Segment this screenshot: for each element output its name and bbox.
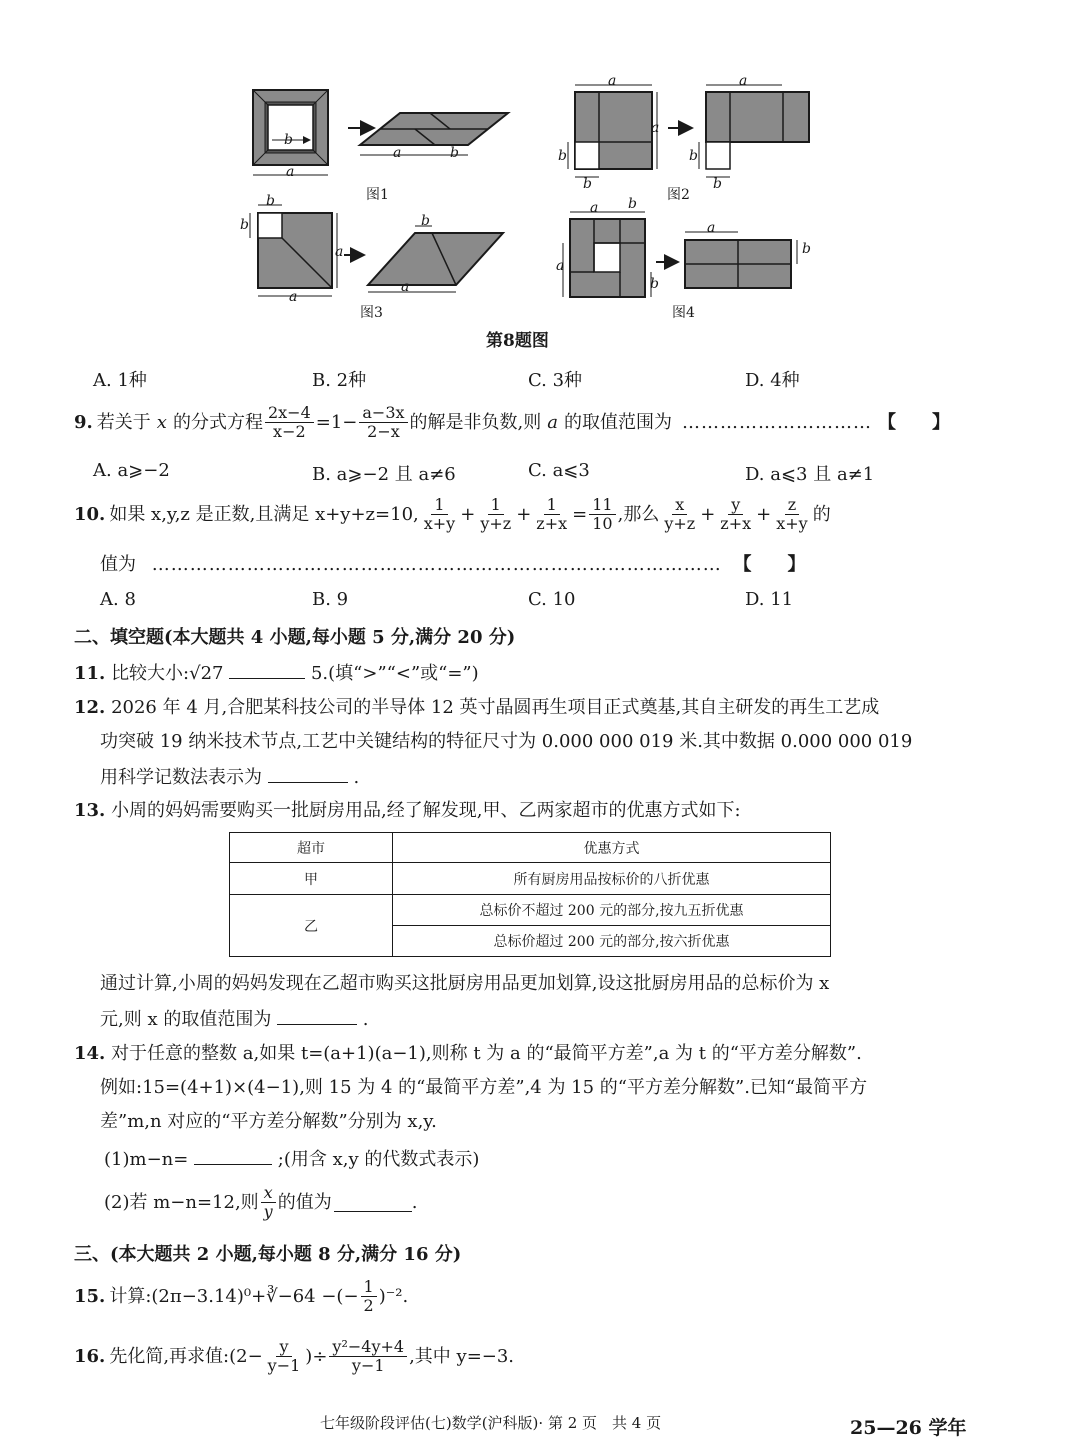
q15-number: 15. [74,1285,106,1307]
q16-text-pre: 先化简,再求值:(2− [109,1345,263,1367]
fig3-label-a-side: a [335,244,344,260]
q15-fraction [361,1278,377,1315]
fig1-label-b2: b [450,145,459,161]
fig3-label-a-bottom: a [289,289,298,305]
fig3-caption: 图3 [360,305,383,321]
q16-div: )÷ [305,1345,328,1367]
q11-text-pre: 比较大小:√27 [111,663,224,684]
q8-option-c: C. 3种 [528,370,583,391]
figure-title: 第8题图 [486,331,549,351]
q9-option-c: C. a⩽3 [528,460,590,481]
q9-frac1-num: 2x−4 [265,404,314,423]
q13-answer-blank[interactable] [277,1006,357,1025]
q10-dots: ……………………………………………………………………………… [151,554,722,575]
q14-line1 [74,1042,862,1066]
q10-f4-den: 10 [592,514,613,533]
q9-var-a: a [547,411,558,433]
q10-option-c: C. 10 [528,589,576,610]
q9-number: 9. [74,411,93,433]
fig4-left [563,212,651,297]
fig2-label-b-bottom2: b [713,176,722,192]
q10-frac-5 [661,496,698,533]
q10-f3-den: z+x [536,514,568,533]
q9-text-end: 的取值范围为 [564,411,672,433]
table-cell-yi-offer-a: 总标价不超过 200 元的部分,按九五折优惠 [393,895,831,926]
q15-text-pre: 计算:(2π−3.14)⁰+∛−64 −(− [109,1285,359,1307]
q14-part2 [104,1184,417,1221]
page-footer: 七年级阶段评估(七)数学(沪科版)· 第 2 页 共 4 页 [320,1414,662,1432]
q10-f1-num: 1 [431,496,447,515]
fig3-label-b-top: b [266,193,275,209]
q10-g3-num: z [785,496,799,515]
fig2-label-a-top2: a [739,73,748,89]
q15-frac-num: 1 [361,1278,377,1297]
q12-number: 12. [74,697,106,718]
q14-number: 14. [74,1043,106,1064]
q9-frac2-num: a−3x [359,404,407,423]
q16-f2-den: y−1 [351,1356,385,1375]
q15-frac-den: 2 [363,1296,374,1315]
q10-g1-den: y+z [664,514,696,533]
fig4-right [685,232,797,288]
section-2-title: 二、填空题(本大题共 4 小题,每小题 5 分,满分 20 分) [74,627,516,648]
fig4-label-a-top: a [590,200,599,216]
q13-line1 [74,799,741,823]
q13-line3-post: . [362,1009,369,1030]
school-year: 25—26 学年 [850,1417,967,1439]
fig4-label-a-side: a [556,258,565,274]
q14-part1 [104,1146,479,1172]
q10-f4-num: 11 [589,496,615,515]
q14-part1-blank[interactable] [194,1146,272,1165]
q10-frac-2 [477,496,514,533]
q9-frac2-den: 2−x [367,422,400,441]
q14-frac-num: x [261,1184,276,1203]
q10-f2-den: y+z [480,514,512,533]
q11-number: 11. [74,663,106,684]
fig1-caption: 图1 [366,187,389,203]
q14-line1-text: 对于任意的整数 a,如果 t=(a+1)(a−1),则称 t 为 a 的“最简平方差”,a 为 t 的“平方差分解数”. [111,1043,862,1064]
fig3-label-b-side: b [240,217,249,233]
q12-line2: 功突破 19 纳米技术节点,工艺中关键结构的特征尺寸为 0.000 000 019 米.其中数据 0.000 000 019 [100,731,913,752]
q9-var-x: x [156,411,167,433]
fig1-label-a: a [286,164,295,180]
q16-number: 16. [74,1345,106,1367]
q10-plus-1: + [460,503,476,525]
q14-line3: 差”m,n 对应的“平方差分解数”分别为 x,y. [100,1111,437,1132]
fig3-label-b-top2: b [421,213,430,229]
q8-option-a: A. 1种 [93,370,147,391]
table-header-supermarket: 超市 [230,833,393,863]
q13-number: 13. [74,800,106,821]
q10-g2-num: y [728,496,743,515]
q16-f2-num: y²−4y+4 [329,1338,407,1357]
q10-number: 10. [74,503,106,525]
fig1-label-b: b [284,132,293,148]
q9-text-mid: 的分式方程 [172,411,263,433]
q15 [74,1278,408,1315]
q11-text-post: 5.(填“>”“<”或“=”) [310,663,479,684]
fig2-left [568,85,660,177]
q8-option-d: D. 4种 [745,370,800,391]
table-cell-jia: 甲 [230,863,393,895]
fig2-right [699,85,809,177]
q15-text-post: )⁻². [378,1285,409,1307]
section-3-title: 三、(本大题共 2 小题,每小题 8 分,满分 16 分) [74,1244,462,1265]
figure-area [0,0,1080,360]
q9-eq: =1− [315,411,358,433]
fig1-parallelogram [360,113,508,155]
q10-option-a: A. 8 [100,589,136,610]
fig4-label-b-side2: b [802,241,811,257]
q16 [74,1338,514,1375]
q10-frac-4 [589,496,615,533]
fig4-label-b-top: b [628,196,637,212]
q11 [74,660,479,686]
q10-option-d: D. 11 [745,589,794,610]
q13-line2: 通过计算,小周的妈妈发现在乙超市购买这批厨房用品更加划算,设这批厨房用品的总标价为 x [100,973,830,994]
q14-part2-fraction [261,1184,276,1221]
fig1-label-a2: a [393,145,402,161]
q14-part1-post: ;(用含 x,y 的代数式表示) [277,1149,480,1170]
fig2-caption: 图2 [667,187,690,203]
q9-answer-bracket[interactable]: 【 】 [878,411,950,433]
q10-plus-4: + [756,503,772,525]
q9-text-pre: 若关于 [96,411,151,433]
q9-fraction-1 [265,404,314,441]
q10-f2-num: 1 [488,496,504,515]
q16-fraction-2 [329,1338,407,1375]
q10-frac-1 [421,496,458,533]
q9-option-a: A. a⩾−2 [93,460,170,481]
fig2-label-a-top: a [608,73,617,89]
q9-option-d: D. a⩽3 且 a≠1 [745,464,875,485]
q10-frac-6 [717,496,754,533]
q13-line1-text: 小周的妈妈需要购买一批厨房用品,经了解发现,甲、乙两家超市的优惠方式如下: [111,800,741,821]
fig4-label-a-top2: a [707,220,716,236]
q8-option-b: B. 2种 [312,370,367,391]
q12-line1-text: 2026 年 4 月,合肥某科技公司的半导体 12 英寸晶圆再生项目正式奠基,其自主研发的再生工艺成 [111,697,880,718]
q12-line3-post: . [353,767,360,788]
fig2-label-b-bottom: b [583,176,592,192]
q10-plus-2: + [516,503,532,525]
q10-frac-3 [533,496,570,533]
q12-line1 [74,696,879,720]
fig3-right [368,226,503,292]
fig4-label-b-side: b [650,276,659,292]
q10-g3-den: x+y [776,514,808,533]
q10-eq: = [572,503,588,525]
q12-line3-pre: 用科学记数法表示为 [100,767,262,788]
q9-dots: ………………………… [682,411,872,433]
q9-fraction-2 [359,404,407,441]
q14-part2-blank[interactable] [334,1193,412,1212]
q14-frac-den: y [263,1202,273,1221]
table-cell-jia-offer: 所有厨房用品按标价的八折优惠 [393,863,831,895]
table-cell-yi-offer-b: 总标价超过 200 元的部分,按六折优惠 [393,926,831,957]
q10-plus-3: + [700,503,716,525]
fig3-label-a-bottom2: a [401,279,410,295]
q10-g1-num: x [672,496,687,515]
figure-drawings [0,0,1080,330]
q9-frac1-den: x−2 [273,422,306,441]
q12-line3 [100,764,359,790]
q14-line2: 例如:15=(4+1)×(4−1),则 15 为 4 的“最简平方差”,4 为 15 的“平方差分解数”.已知“最简平方 [100,1077,868,1098]
q14-part2-post: . [411,1191,418,1213]
q14-part2-mid: 的值为 [277,1191,332,1213]
q13-line3 [100,1006,369,1032]
q9-text-post: 的解是非负数,则 [409,411,542,433]
q9-option-b: B. a⩾−2 且 a≠6 [312,464,456,485]
q10-text-end: 的 [812,503,831,525]
fig3-left [250,205,337,296]
offer-table [229,832,831,957]
q14-part2-pre: (2)若 m−n=12,则 [104,1191,259,1213]
q10-stem [74,496,831,533]
q10-text-mid: ,那么 [617,503,660,525]
q10-line2 [100,553,805,577]
q12-answer-blank[interactable] [268,764,348,783]
fig4-caption: 图4 [672,305,695,321]
q10-f1-den: x+y [423,514,456,533]
q10-option-b: B. 9 [312,589,349,610]
q10-frac-7 [773,496,810,533]
table-header-offer: 优惠方式 [393,833,831,863]
q10-line2-text: 值为 [100,554,136,575]
fig2-label-a-side: a [651,120,660,136]
q10-g2-den: z+x [720,514,752,533]
q16-fraction-1 [265,1338,304,1375]
fig2-label-b-side2: b [689,148,698,164]
q10-text-pre: 如果 x,y,z 是正数,且满足 x+y+z=10, [109,503,419,525]
fig2-label-b-side: b [558,148,567,164]
q13-line3-pre: 元,则 x 的取值范围为 [100,1009,272,1030]
q16-f1-num: y [276,1338,291,1357]
q16-f1-den: y−1 [267,1356,301,1375]
q10-answer-bracket[interactable]: 【 】 [733,554,806,575]
q11-answer-blank[interactable] [229,660,305,679]
q9-stem [74,404,950,441]
table-cell-yi: 乙 [230,895,393,957]
q14-part1-pre: (1)m−n= [104,1149,189,1170]
q16-text-post: ,其中 y=−3. [409,1345,515,1367]
q10-f3-num: 1 [544,496,560,515]
